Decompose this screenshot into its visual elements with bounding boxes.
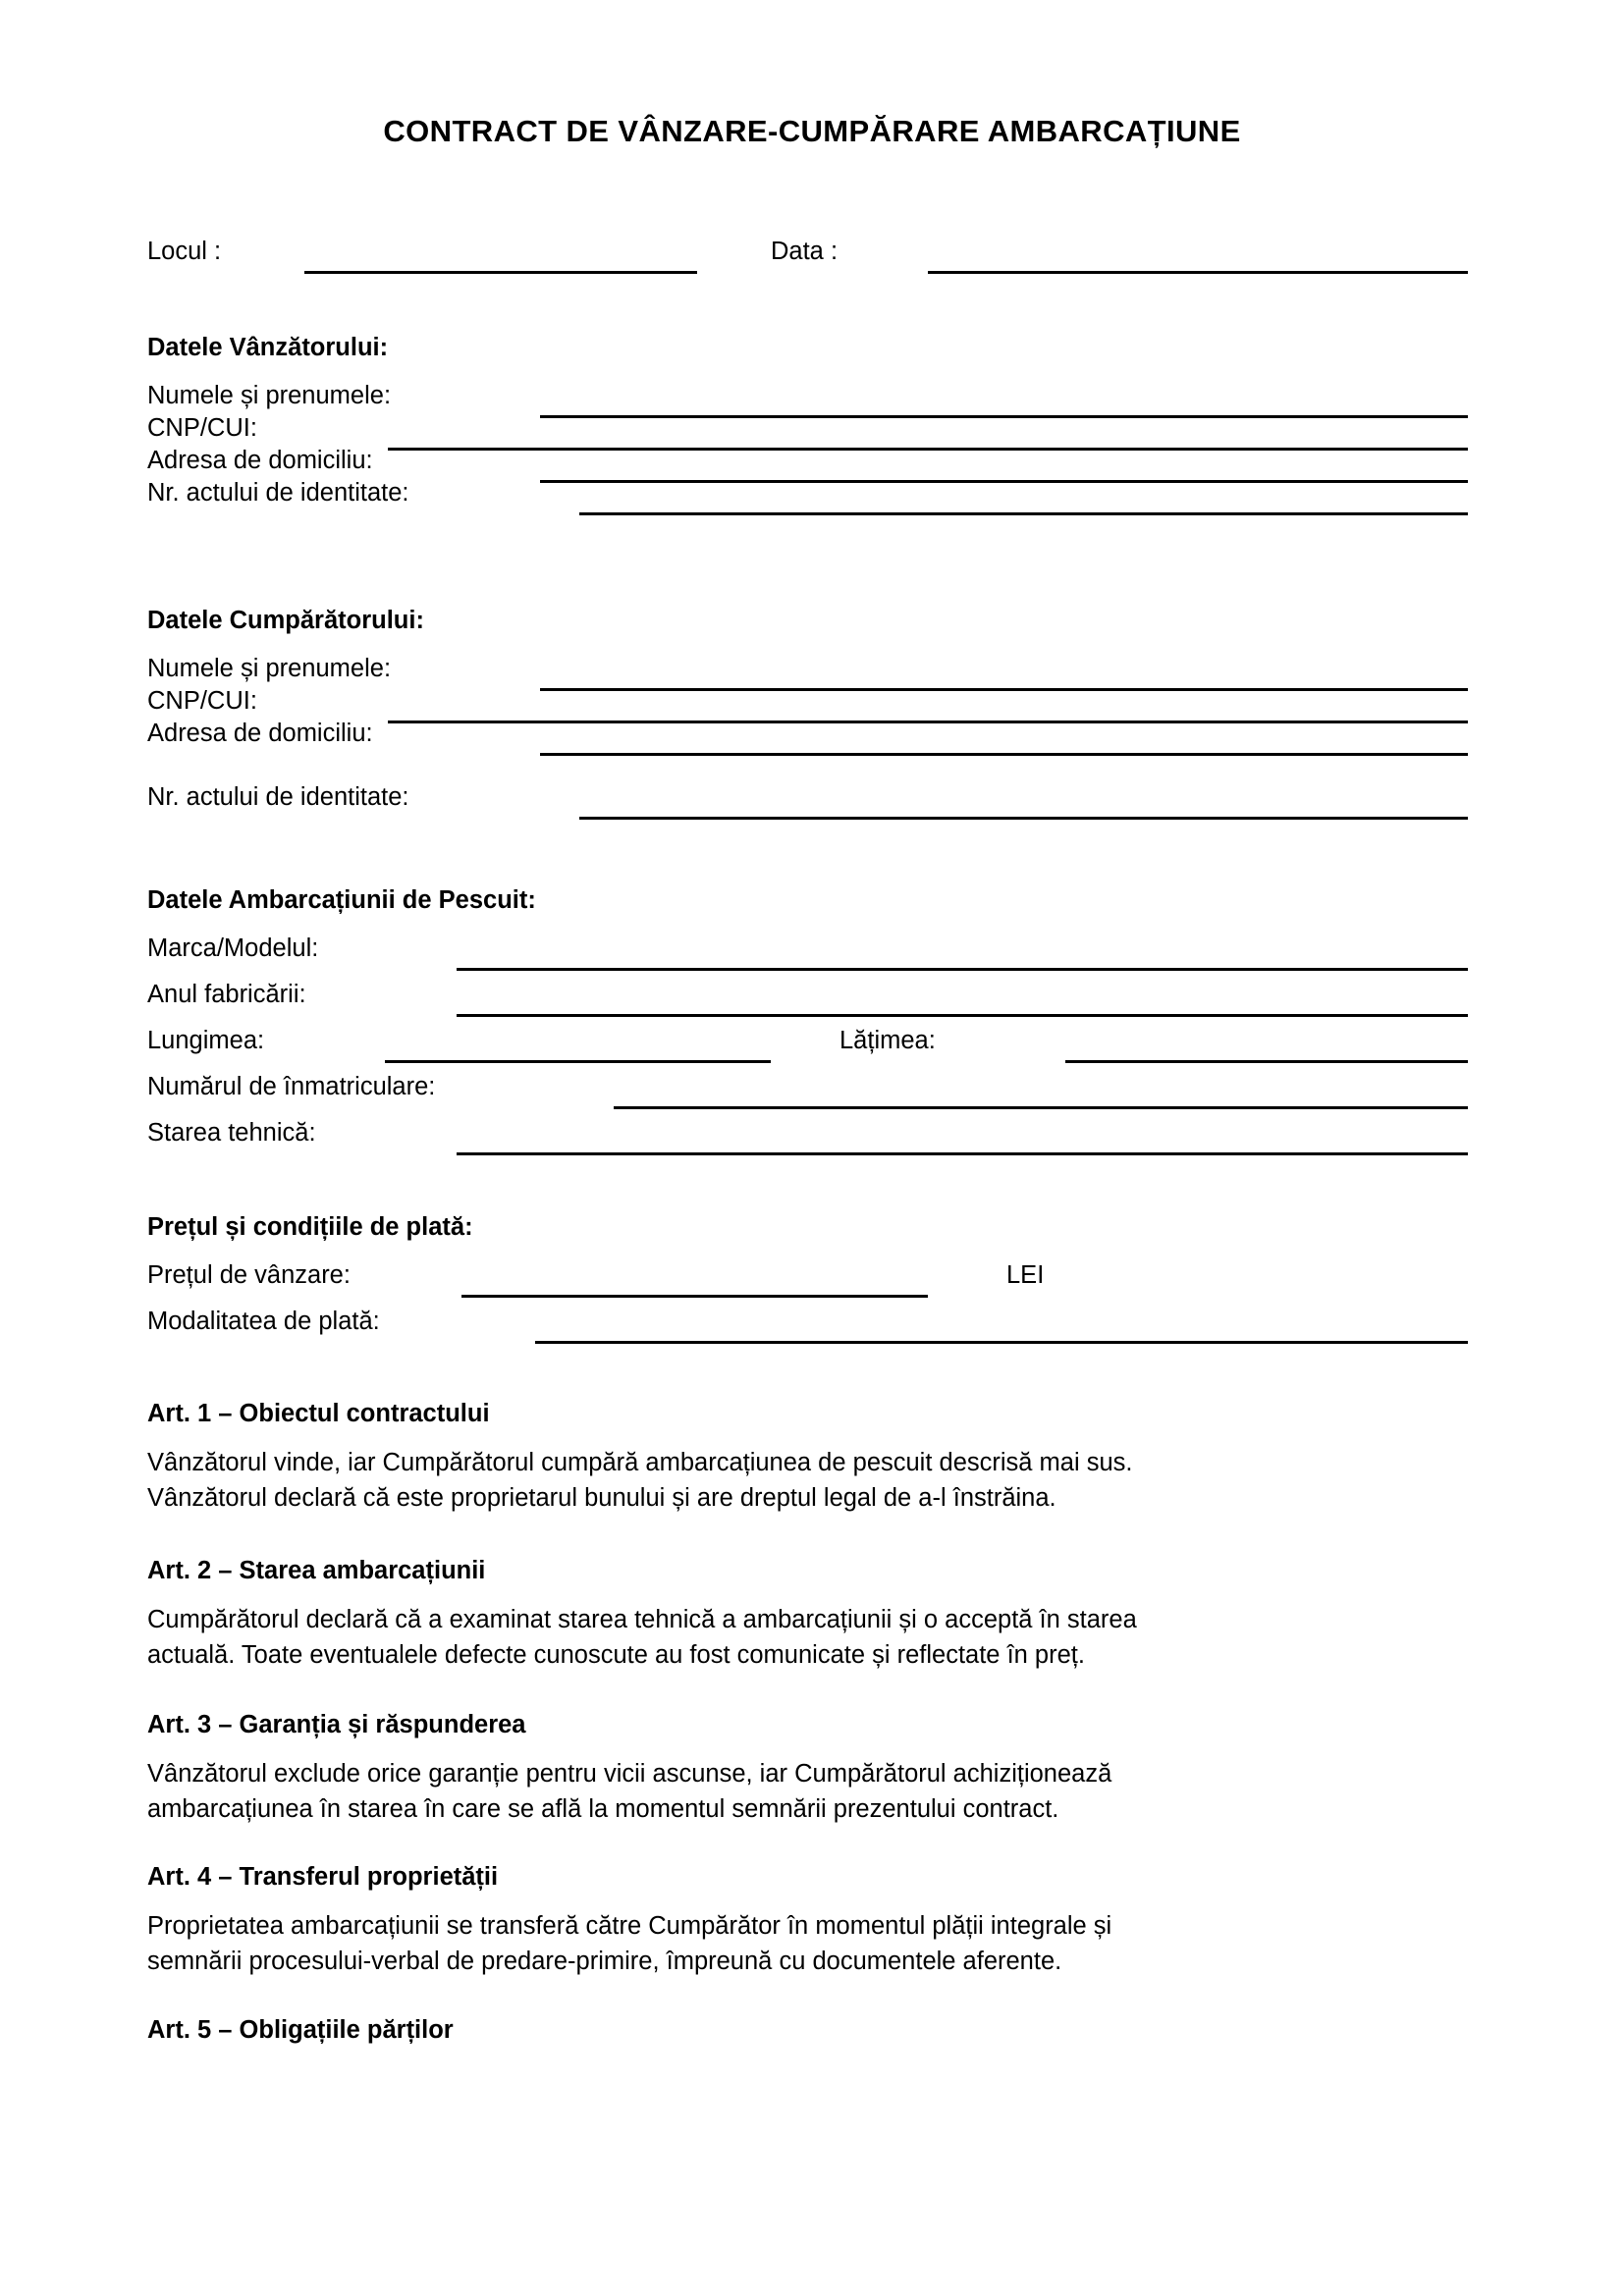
- page-title: CONTRACT DE VÂNZARE-CUMPĂRARE AMBARCAȚIUNE: [383, 114, 1241, 148]
- seller-id-number-input-rule[interactable]: [579, 512, 1468, 515]
- buyer-id-number-input-rule[interactable]: [579, 817, 1468, 820]
- sale-price-label: Prețul de vânzare:: [147, 1261, 351, 1289]
- boat-brand-model-label: Marca/Modelul:: [147, 934, 319, 962]
- boat-length-input-rule[interactable]: [385, 1060, 771, 1063]
- boat-width-label: Lățimea:: [839, 1027, 936, 1054]
- article-1-line-1: Vânzătorul vinde, iar Cumpărătorul cumpără ambarcațiunea de pescuit descrisă mai sus.: [147, 1449, 1133, 1476]
- article-2-line-2: actuală. Toate eventualele defecte cunoscute au fost comunicate și reflectate în preț.: [147, 1641, 1085, 1669]
- seller-cnp-input-rule[interactable]: [388, 448, 1468, 451]
- place-label: Locul :: [147, 238, 222, 265]
- buyer-name-label: Numele și prenumele:: [147, 655, 392, 682]
- buyer-address-input-rule[interactable]: [540, 753, 1468, 756]
- boat-width-input-rule[interactable]: [1065, 1060, 1468, 1063]
- article-3-body: [147, 1756, 1424, 1827]
- place-input-rule[interactable]: [304, 271, 697, 274]
- sale-price-input-rule[interactable]: [461, 1295, 928, 1298]
- article-3-line-1: Vânzătorul exclude orice garanție pentru vicii ascunse, iar Cumpărătorul achiziționează: [147, 1760, 1112, 1788]
- date-label: Data :: [771, 238, 839, 265]
- seller-name-input-rule[interactable]: [540, 415, 1468, 418]
- article-3-heading: Art. 3 – Garanția și răspunderea: [147, 1711, 526, 1738]
- boat-registration-number-input-rule[interactable]: [614, 1106, 1468, 1109]
- boat-brand-model-input-rule[interactable]: [457, 968, 1468, 971]
- seller-address-input-rule[interactable]: [540, 480, 1468, 483]
- buyer-cnp-label: CNP/CUI:: [147, 687, 257, 715]
- payment-method-label: Modalitatea de plată:: [147, 1308, 380, 1335]
- payment-method-input-rule[interactable]: [535, 1341, 1468, 1344]
- article-4-line-2: semnării procesului-verbal de predare-primire, împreună cu documentele aferente.: [147, 1948, 1062, 1975]
- price-section-heading: Prețul și condițiile de plată:: [147, 1213, 473, 1241]
- article-1-heading: Art. 1 – Obiectul contractului: [147, 1400, 490, 1427]
- buyer-id-number-label: Nr. actului de identitate:: [147, 783, 409, 811]
- article-2-body: [147, 1602, 1424, 1673]
- buyer-address-label: Adresa de domiciliu:: [147, 720, 373, 747]
- seller-id-number-label: Nr. actului de identitate:: [147, 479, 409, 507]
- article-2-heading: Art. 2 – Starea ambarcațiunii: [147, 1557, 486, 1584]
- article-2-line-1: Cumpărătorul declară că a examinat starea tehnică a ambarcațiunii și o acceptă în starea: [147, 1606, 1137, 1633]
- boat-year-input-rule[interactable]: [457, 1014, 1468, 1017]
- article-4-body: [147, 1908, 1424, 1979]
- buyer-section-heading: Datele Cumpărătorului:: [147, 607, 424, 634]
- buyer-name-input-rule[interactable]: [540, 688, 1468, 691]
- currency-label: LEI: [1006, 1261, 1045, 1289]
- article-4-line-1: Proprietatea ambarcațiunii se transferă către Cumpărător în momentul plății integrale și: [147, 1912, 1112, 1940]
- article-1-line-2: Vânzătorul declară că este proprietarul bunului și are dreptul legal de a-l înstrăina.: [147, 1484, 1056, 1512]
- article-4-heading: Art. 4 – Transferul proprietății: [147, 1863, 499, 1891]
- article-5-heading: Art. 5 – Obligațiile părților: [147, 2016, 454, 2044]
- boat-section-heading: Datele Ambarcațiunii de Pescuit:: [147, 886, 536, 914]
- seller-address-label: Adresa de domiciliu:: [147, 447, 373, 474]
- boat-registration-number-label: Numărul de înmatriculare:: [147, 1073, 436, 1100]
- seller-name-label: Numele și prenumele:: [147, 382, 392, 409]
- boat-length-label: Lungimea:: [147, 1027, 265, 1054]
- buyer-cnp-input-rule[interactable]: [388, 721, 1468, 723]
- seller-section-heading: Datele Vânzătorului:: [147, 334, 389, 361]
- article-1-body: [147, 1445, 1424, 1516]
- boat-technical-state-input-rule[interactable]: [457, 1152, 1468, 1155]
- article-3-line-2: ambarcațiunea în starea în care se află la momentul semnării prezentului contract.: [147, 1795, 1059, 1823]
- date-input-rule[interactable]: [928, 271, 1468, 274]
- seller-cnp-label: CNP/CUI:: [147, 414, 257, 442]
- boat-year-label: Anul fabricării:: [147, 981, 306, 1008]
- boat-technical-state-label: Starea tehnică:: [147, 1119, 316, 1147]
